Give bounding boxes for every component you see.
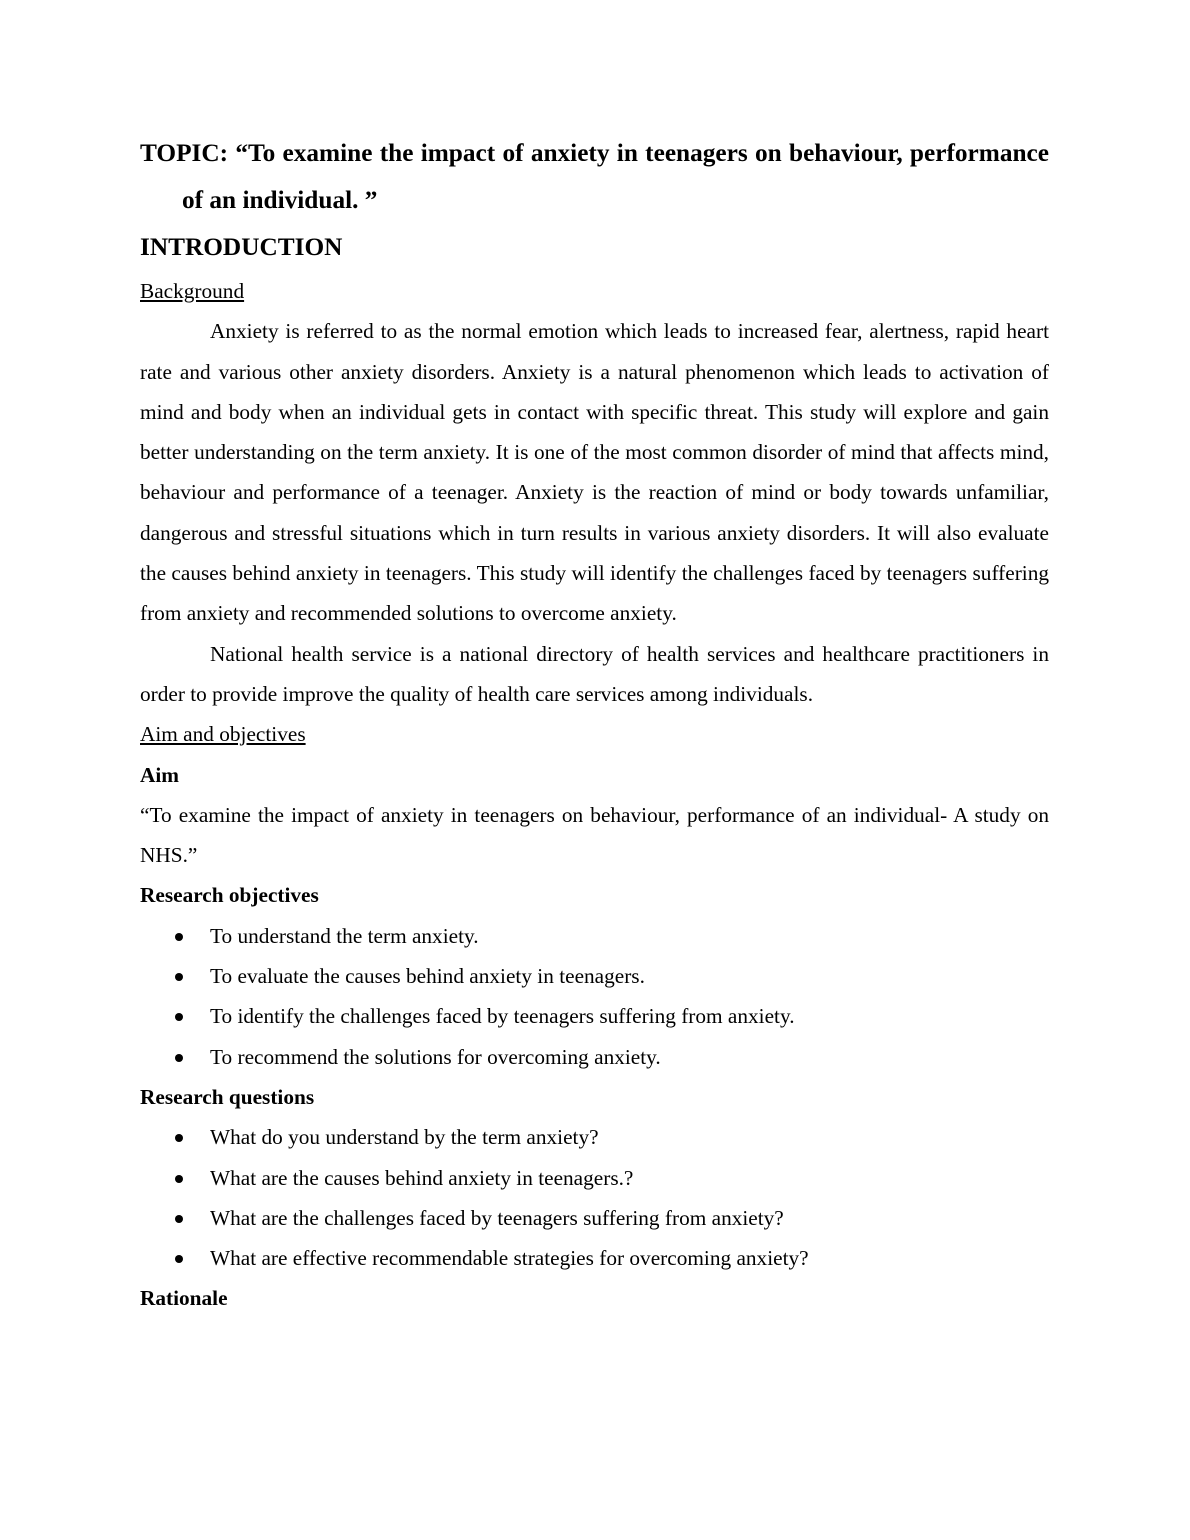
list-item bbox=[140, 1117, 1049, 1157]
document-page bbox=[140, 130, 1049, 1319]
bullet-icon bbox=[175, 973, 183, 981]
topic-title: TOPIC: “To examine the impact of anxiety in teenagers on behaviour, performance of an individual. ” bbox=[140, 139, 1049, 214]
introduction-heading: INTRODUCTION bbox=[140, 233, 343, 261]
aim-label: Aim bbox=[140, 762, 180, 787]
aim-text: “To examine the impact of anxiety in teenagers on behaviour, performance of an individual- A study on NHS.” bbox=[140, 802, 1049, 868]
objective-text: To identify the challenges faced by teenagers suffering from anxiety. bbox=[210, 1004, 795, 1029]
bullet-icon bbox=[175, 1013, 183, 1021]
objective-text: To recommend the solutions for overcoming anxiety. bbox=[210, 1044, 661, 1069]
list-item bbox=[140, 996, 1049, 1036]
objectives-list bbox=[140, 916, 1049, 1077]
bullet-icon bbox=[175, 1054, 183, 1062]
background-heading: Background bbox=[140, 279, 245, 303]
question-text: What are the causes behind anxiety in teenagers.? bbox=[210, 1165, 634, 1190]
objective-text: To understand the term anxiety. bbox=[210, 923, 479, 948]
list-item bbox=[140, 916, 1049, 956]
questions-label: Research questions bbox=[140, 1084, 315, 1109]
bullet-icon bbox=[175, 1215, 183, 1223]
list-item bbox=[140, 1198, 1049, 1238]
question-text: What do you understand by the term anxiety? bbox=[210, 1125, 599, 1150]
list-item bbox=[140, 1238, 1049, 1278]
list-item bbox=[140, 1037, 1049, 1077]
aim-objectives-heading: Aim and objectives bbox=[140, 722, 306, 747]
questions-list bbox=[140, 1117, 1049, 1278]
background-paragraph-1: Anxiety is referred to as the normal emotion which leads to increased fear, alertness, rapid heart rate and various other anxiety disorders. Anxiety is a natural phenomenon which leads to activation of mind and body when an individual gets in contact with specific threat. This study will explore and gain better understanding on the term anxiety. It is one of the most common disorder of mind that affects mind, behaviour and performance of a teenager. Anxiety is the reaction of mind or body towards unfamiliar, dangerous and stressful situations which in turn results in various anxiety disorders. It will also evaluate the causes behind anxiety in teenagers. This study will identify the challenges faced by teenagers suffering from anxiety and recommended solutions to overcome anxiety. bbox=[140, 319, 1049, 626]
rationale-heading: Rationale bbox=[140, 1286, 228, 1311]
question-text: What are effective recommendable strategies for overcoming anxiety? bbox=[210, 1246, 809, 1271]
bullet-icon bbox=[175, 1175, 183, 1183]
list-item bbox=[140, 956, 1049, 996]
bullet-icon bbox=[175, 1255, 183, 1263]
objectives-label: Research objectives bbox=[140, 883, 319, 908]
objective-text: To evaluate the causes behind anxiety in teenagers. bbox=[210, 964, 645, 989]
list-item bbox=[140, 1158, 1049, 1198]
bullet-icon bbox=[175, 933, 183, 941]
question-text: What are the challenges faced by teenagers suffering from anxiety? bbox=[210, 1205, 784, 1230]
background-paragraph-2: National health service is a national directory of health services and healthcare practitioners in order to provide improve the quality of health care services among individuals. bbox=[140, 641, 1049, 706]
bullet-icon bbox=[175, 1134, 183, 1142]
